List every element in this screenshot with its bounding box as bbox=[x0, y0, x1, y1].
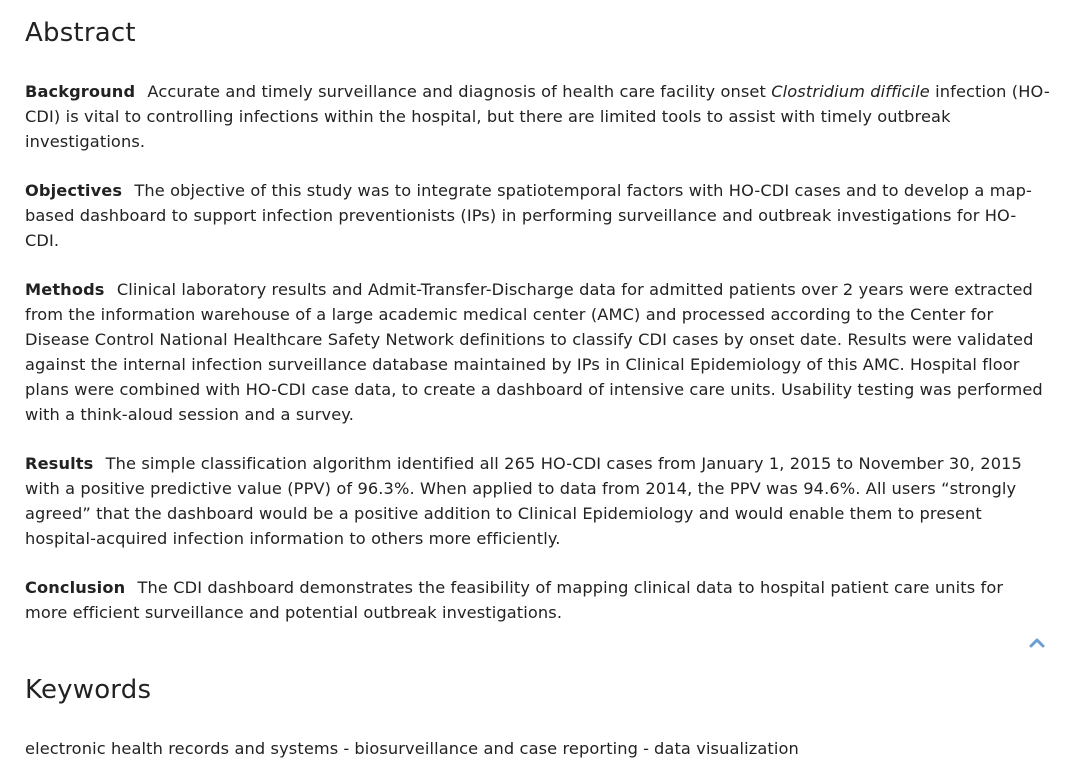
background-paragraph bbox=[25, 79, 1050, 154]
keyword-item: biosurveillance and case reporting bbox=[354, 739, 639, 758]
background-label: Background bbox=[25, 82, 136, 101]
background-organism-name: Clostridium difficile bbox=[771, 82, 930, 101]
conclusion-label: Conclusion bbox=[25, 578, 126, 597]
keyword-item: data visualization bbox=[654, 739, 799, 758]
objectives-label: Objectives bbox=[25, 181, 123, 200]
results-paragraph bbox=[25, 451, 1050, 551]
methods-label: Methods bbox=[25, 280, 105, 299]
methods-paragraph bbox=[25, 277, 1050, 427]
keywords-heading: Keywords bbox=[25, 675, 152, 705]
background-text-end: infection (HO-CDI) is vital to controlling infections within the hospital, but there are limited tools to assist with timely outbreak investigations. bbox=[25, 82, 1050, 151]
objectives-paragraph bbox=[25, 178, 1050, 253]
results-text: The simple classification algorithm identified all 265 HO-CDI cases from January 1, 2015 to November 30, 2015 with a positive predictive value (PPV) of 96.3%. When applied to data from 2014, the PPV was 94.6%. All users “strongly agreed” that the dashboard would be a positive addition to Clinical Epidemiology and would enable them to present hospital-acquired infection information to others more efficiently. bbox=[25, 454, 1022, 548]
chevron-up-icon bbox=[1027, 633, 1047, 653]
conclusion-text: The CDI dashboard demonstrates the feasibility of mapping clinical data to hospital patient care units for more efficient surveillance and potential outbreak investigations. bbox=[25, 578, 1004, 622]
abstract-heading: Abstract bbox=[25, 18, 136, 48]
methods-text: Clinical laboratory results and Admit-Transfer-Discharge data for admitted patients over 2 years were extracted from the information warehouse of a large academic medical center (AMC) and processed according to the Center for Disease Control National Healthcare Safety Network definitions to classify CDI cases by onset date. Results were validated against the internal infection surveillance database maintained by IPs in Clinical Epidemiology of this AMC. Hospital floor plans were combined with HO-CDI case data, to create a dashboard of intensive care units. Usability testing was performed with a think-aloud session and a survey. bbox=[25, 280, 1043, 424]
back-to-top-button[interactable] bbox=[1027, 633, 1047, 653]
background-text-start: Accurate and timely surveillance and diagnosis of health care facility onset bbox=[147, 82, 772, 101]
objectives-text: The objective of this study was to integrate spatiotemporal factors with HO-CDI cases and to develop a map-based dashboard to support infection preventionists (IPs) in performing surveillance and outbreak investigations for HO-CDI. bbox=[25, 181, 1033, 250]
keyword-separator: - bbox=[343, 739, 350, 758]
keyword-separator: - bbox=[643, 739, 650, 758]
conclusion-paragraph bbox=[25, 575, 1050, 625]
keyword-item: electronic health records and systems bbox=[25, 739, 339, 758]
keywords-list bbox=[25, 736, 799, 761]
results-label: Results bbox=[25, 454, 94, 473]
